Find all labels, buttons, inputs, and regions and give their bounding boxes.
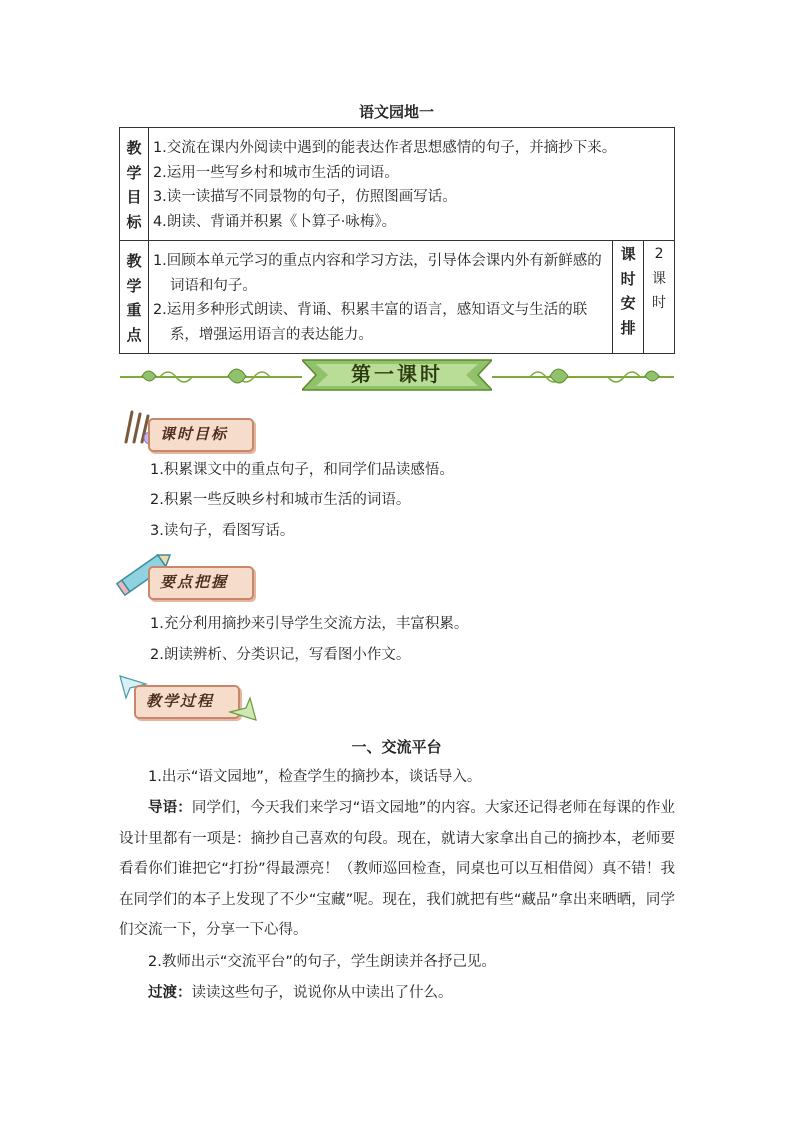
process-step-1: 1.出示“语文园地”，检查学生的摘抄本，谈话导入。 <box>148 769 482 785</box>
lesson-goal-item: 1.积累课文中的重点句子，和同学们品读感悟。 <box>150 462 454 478</box>
label-char: 学 <box>126 163 142 182</box>
label-char: 重 <box>126 301 142 319</box>
teaching-focus-label <box>120 241 149 354</box>
schedule-label <box>613 241 644 354</box>
lesson-goal-item: 2.积累一些反映乡村和城市生活的词语。 <box>150 492 411 508</box>
focus-item: 1.回顾本单元学习的重点内容和学习方法，引导体会课内外有新鲜感的词语和句子。 <box>152 253 602 294</box>
lesson-goals-tag-label: 课时目标 <box>160 425 229 443</box>
section-title: 一、交流平台 <box>351 738 442 756</box>
intro-paragraph <box>119 793 675 946</box>
label-char: 课 <box>620 245 636 263</box>
teaching-focus-row <box>120 241 675 354</box>
goal-item: 3.读一读描写不同景物的句子，仿照图画写话。 <box>152 189 457 205</box>
teaching-process-tag-label: 教学过程 <box>146 692 215 710</box>
label-char: 学 <box>126 276 142 295</box>
transition-label: 过渡： <box>148 985 192 1001</box>
lesson-plan-table <box>119 127 675 354</box>
label-char: 目 <box>126 188 142 206</box>
key-points-tag-label: 要点把握 <box>160 573 229 591</box>
label-char: 教 <box>126 139 142 157</box>
value-char: 2 <box>654 246 664 262</box>
goal-item: 4.朗读、背诵并积累《卜算子·咏梅》。 <box>152 213 397 230</box>
intro-label: 导语： <box>148 800 192 816</box>
lesson-banner-title: 第一课时 <box>351 362 443 386</box>
lesson-goal-item: 3.读句子，看图写话。 <box>150 523 295 539</box>
value-char: 时 <box>652 295 667 311</box>
process-step-2: 2.教师出示“交流平台”的句子，学生朗读并各抒己见。 <box>148 954 496 970</box>
label-char: 安 <box>620 294 636 312</box>
paper-plane-icon <box>228 696 258 724</box>
page-title: 语文园地一 <box>358 103 434 121</box>
teaching-goals-label <box>120 128 149 241</box>
intro-text: 同学们，今天我们来学习“语文园地”的内容。大家还记得老师在每课的作业设计里都有一项是：摘抄自己喜欢的句段。现在，就请大家拿出自己的摘抄本，老师要看看你们谁把它“打扮”得最漂亮！（教师巡回检查，同桌也可以互相借阅）真不错！我在同学们的本子上发现了不少“宝藏”呢。现在，我们就把有些“藏品”拿出来晒晒，同学们交流一下，分享一下心得。 <box>119 800 675 938</box>
key-point-item: 1.充分利用摘抄来引导学生交流方法，丰富积累。 <box>150 616 469 632</box>
key-point-item: 2.朗读辨析、分类识记，写看图小作文。 <box>150 647 411 663</box>
label-char: 标 <box>126 212 142 231</box>
label-char: 时 <box>620 269 636 288</box>
goal-item: 2.运用一些写乡村和城市生活的词语。 <box>152 164 399 181</box>
schedule-value <box>644 241 675 354</box>
goal-item: 1.交流在课内外阅读中遇到的能表达作者思想感情的句子，并摘抄下来。 <box>152 140 617 156</box>
label-char: 教 <box>126 252 142 270</box>
label-char: 点 <box>126 325 142 344</box>
teaching-goals-content <box>148 128 674 241</box>
transition-paragraph <box>119 978 675 1009</box>
transition-text: 读读这些句子，说说你从中读出了什么。 <box>191 985 453 1001</box>
value-char: 课 <box>652 270 667 287</box>
teaching-focus-content <box>148 241 612 354</box>
teaching-goals-row <box>120 128 675 241</box>
focus-item: 2.运用多种形式朗读、背诵、积累丰富的语言，感知语文与生活的联系，增强运用语言的表达能力。 <box>152 302 588 343</box>
label-char: 排 <box>620 318 636 337</box>
